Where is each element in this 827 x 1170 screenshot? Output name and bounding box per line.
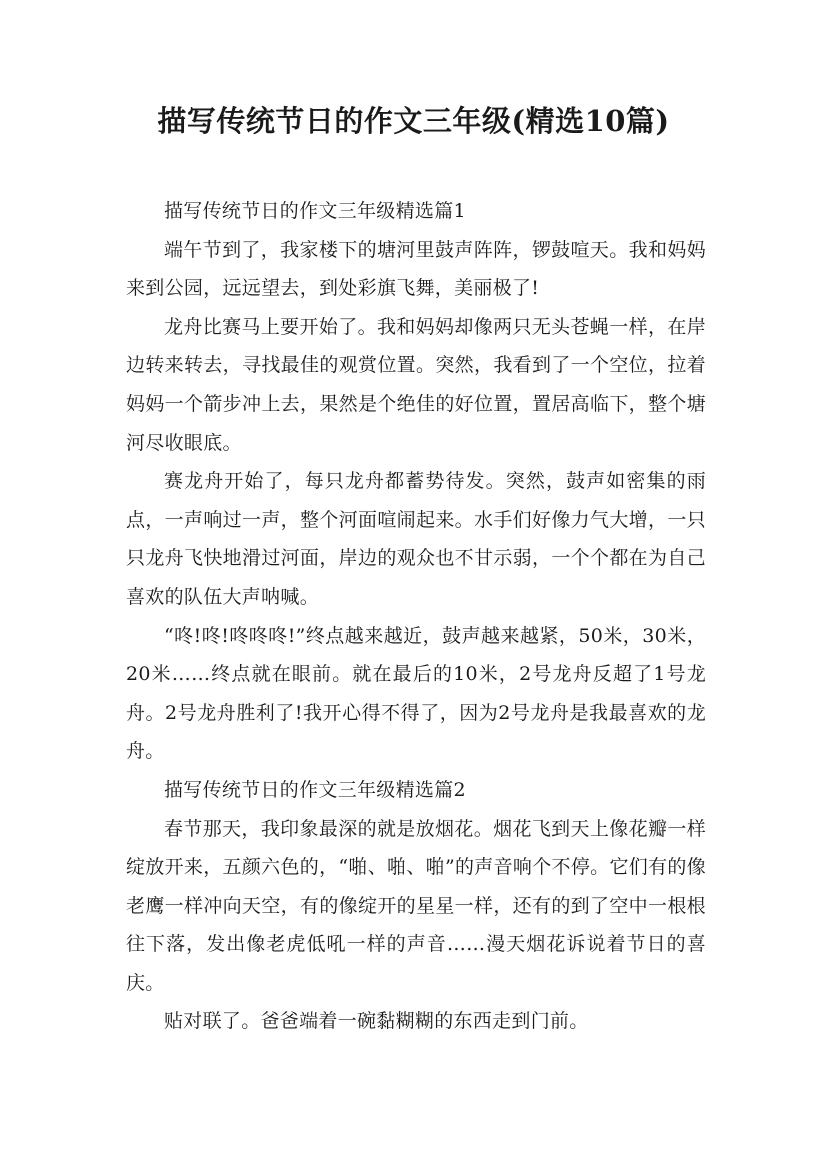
document-body bbox=[126, 192, 706, 1041]
paragraph: 龙舟比赛马上要开始了。我和妈妈却像两只无头苍蝇一样，在岸边转来转去，寻找最佳的观赏位置。突然，我看到了一个空位，拉着妈妈一个箭步冲上去，果然是个绝佳的好位置，置居高临下，整个塘河尽收眼底。 bbox=[126, 315, 706, 454]
paragraph: 端午节到了，我家楼下的塘河里鼓声阵阵，锣鼓喧天。我和妈妈来到公园，远远望去，到处彩旗飞舞，美丽极了! bbox=[126, 238, 706, 300]
paragraph: 春节那天，我印象最深的就是放烟花。烟花飞到天上像花瓣一样绽放开来，五颜六色的，“啪、啪、啪”的声音响个不停。它们有的像老鹰一样冲向天空，有的像绽开的星星一样，还有的到了空中一根根往下落，发出像老虎低吼一样的声音……漫天烟花诉说着节日的喜庆。 bbox=[126, 817, 706, 994]
paragraph: “咚!咚!咚咚咚!”终点越来越近，鼓声越来越紧，50米，30米，20米……终点就在眼前。就在最后的10米，2号龙舟反超了1号龙舟。2号龙舟胜利了!我开心得不得了，因为2号龙舟是我最喜欢的龙舟。 bbox=[126, 624, 706, 763]
paragraph: 赛龙舟开始了，每只龙舟都蓄势待发。突然，鼓声如密集的雨点，一声响过一声，整个河面喧闹起来。水手们好像力气大增，一只只龙舟飞快地滑过河面，岸边的观众也不甘示弱，一个个都在为自己喜欢的队伍大声呐喊。 bbox=[126, 470, 706, 608]
section-heading-1: 描写传统节日的作文三年级精选篇1 bbox=[164, 200, 466, 222]
section-heading-2: 描写传统节日的作文三年级精选篇2 bbox=[164, 778, 466, 801]
paragraph: 贴对联了。爸爸端着一碗黏糊糊的东西走到门前。 bbox=[164, 1010, 589, 1033]
document-title: 描写传统节日的作文三年级(精选10篇) bbox=[157, 104, 670, 138]
